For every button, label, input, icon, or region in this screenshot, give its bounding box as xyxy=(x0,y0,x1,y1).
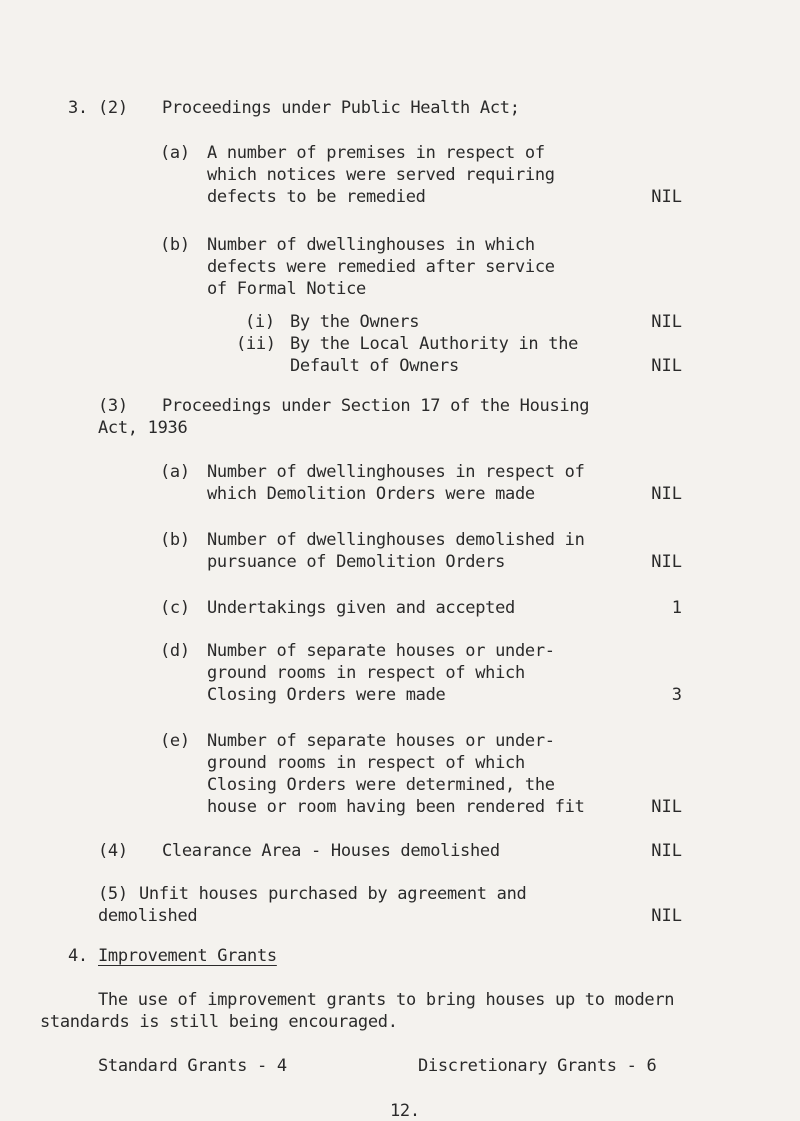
text-line: Number of dwellinghouses in which xyxy=(207,235,535,255)
text-line: Default of Owners xyxy=(290,356,459,376)
standard-grants: Standard Grants - 4 xyxy=(98,1056,287,1076)
text-line: Number of separate houses or under- xyxy=(207,731,555,751)
text-line: demolished xyxy=(98,906,198,926)
discretionary-grants: Discretionary Grants - 6 xyxy=(418,1056,657,1076)
text-line: Undertakings given and accepted xyxy=(207,598,515,618)
text-line: pursuance of Demolition Orders xyxy=(207,552,506,572)
text-line: Number of dwellinghouses demolished in xyxy=(207,530,585,550)
text-line: Closing Orders were made xyxy=(207,685,446,705)
value: NIL xyxy=(651,312,682,332)
paragraph-line: The use of improvement grants to bring houses up to modern xyxy=(98,990,675,1010)
value: NIL xyxy=(651,552,682,572)
value: NIL xyxy=(651,484,682,504)
text-line: Proceedings under Section 17 of the Housing xyxy=(162,396,590,416)
sub-label: (b) xyxy=(160,530,190,550)
item-label: (3) xyxy=(98,396,128,416)
section-number: 3. xyxy=(68,98,88,118)
item-label: (4) xyxy=(98,841,128,861)
text-line: ground rooms in respect of which xyxy=(207,663,525,683)
text-line: ground rooms in respect of which xyxy=(207,753,525,773)
text-line: By the Local Authority in the xyxy=(290,334,579,354)
text-line: house or room having been rendered fit xyxy=(207,797,585,817)
text-line: Act, 1936 xyxy=(98,418,188,438)
text-line: of Formal Notice xyxy=(207,279,366,299)
text-line: Unfit houses purchased by agreement and xyxy=(139,884,527,904)
sub-label: (d) xyxy=(160,641,190,661)
item-label: (2) xyxy=(98,98,128,118)
text-line: Number of separate houses or under- xyxy=(207,641,555,661)
item-label: (5) xyxy=(98,884,128,904)
value: 1 xyxy=(671,598,682,618)
text-line: Number of dwellinghouses in respect of xyxy=(207,462,585,482)
text-line: By the Owners xyxy=(290,312,420,332)
page-number: 12. xyxy=(390,1101,420,1121)
text-line: which notices were served requiring xyxy=(207,165,555,185)
value: NIL xyxy=(651,841,682,861)
value: NIL xyxy=(651,187,682,207)
text-line: defects to be remedied xyxy=(207,187,426,207)
paragraph-line: standards is still being encouraged. xyxy=(40,1012,398,1032)
sub-label: (e) xyxy=(160,731,190,751)
text-line: Closing Orders were determined, the xyxy=(207,775,555,795)
sub-label: (ii) xyxy=(236,334,276,354)
item-title: Proceedings under Public Health Act; xyxy=(162,98,520,118)
sub-label: (b) xyxy=(160,235,190,255)
section-heading: Improvement Grants xyxy=(98,946,277,966)
value: NIL xyxy=(651,906,682,926)
text-line: defects were remedied after service xyxy=(207,257,555,277)
sub-label: (c) xyxy=(160,598,190,618)
sub-label: (a) xyxy=(160,143,190,163)
section-number: 4. xyxy=(68,946,88,966)
text-line: A number of premises in respect of xyxy=(207,143,545,163)
sub-label: (i) xyxy=(245,312,275,332)
text-line: Clearance Area - Houses demolished xyxy=(162,841,500,861)
value: NIL xyxy=(651,797,682,817)
text-line: which Demolition Orders were made xyxy=(207,484,535,504)
sub-label: (a) xyxy=(160,462,190,482)
value: NIL xyxy=(651,356,682,376)
value: 3 xyxy=(671,685,682,705)
